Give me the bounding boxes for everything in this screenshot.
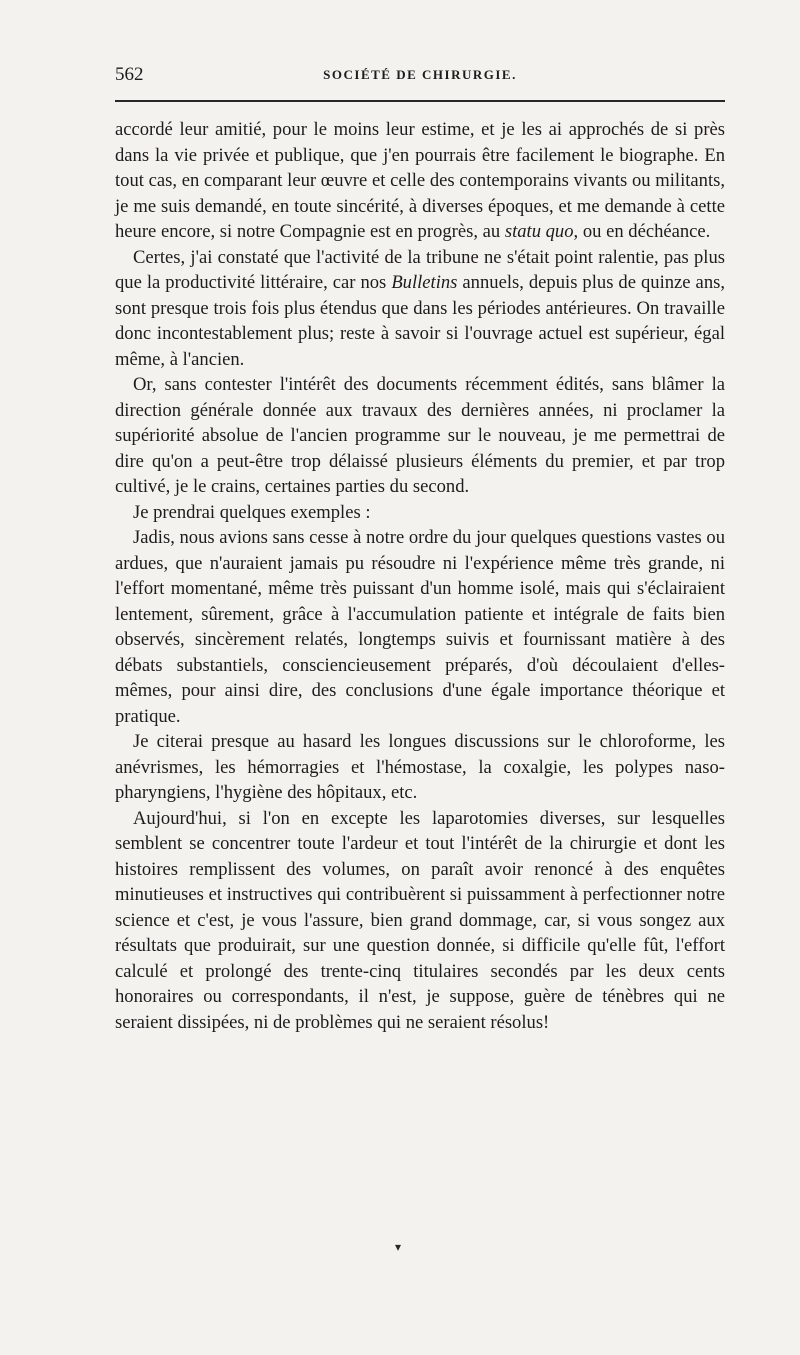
running-title: SOCIÉTÉ DE CHIRURGIE.: [323, 67, 517, 82]
paragraph: [115, 372, 725, 500]
paragraph: [115, 525, 725, 729]
paragraph: [115, 245, 725, 373]
paragraph: [115, 729, 725, 806]
page-number: 562: [115, 64, 144, 85]
paragraph: [115, 806, 725, 1036]
text-run: accordé leur amitié, pour le moins leur estime, et je les ai approchés de si près dans la vie privée et publique, que j'en pourrais être facilement le biographe. En tout cas, en comparant leur œuvre et celle des contemporains vivants ou militants, je me suis demandé, en toute sincérité, à diverses époques, et me demande à cette heure encore, si notre Compagnie est en progrès, au: [115, 119, 725, 242]
text-run: , ou en déchéance.: [573, 221, 711, 242]
text-run: Je prendrai quelques exemples :: [133, 501, 371, 523]
italic-run: statu quo: [504, 221, 574, 242]
text-run: Aujourd'hui, si l'on en excepte les laparotomies diverses, sur lesquelles semblent se concentrer toute l'ardeur et tout l'intérêt de la chirurgie et dont les histoires remplissent des volumes, on paraît avoir renoncé à des enquêtes minutieuses et instructives qui contribuèrent si puissamment à perfectionner notre science et c'est, je vous l'assure, bien grand dommage, car, si vous songez aux résultats que produirait, sur une question donnée, si difficile qu'elle fût, l'effort calculé et prolongé des trente-cinq titulaires secondés par les deux cents honoraires ou correspondants, il n'est, je suppose, guère de ténèbres qui ne seraient dissipées, ni de problèmes qui ne seraient résolus!: [115, 807, 725, 1033]
text-run: Or, sans contester l'intérêt des documents récemment édités, sans blâmer la direction générale donnée aux travaux des dernières années, ni proclamer la supériorité absolue de l'ancien programme sur le nouveau, je me permettrai de dire qu'on a peut-être trop délaissé plusieurs éléments du premier, et par trop cultivé, je le crains, certaines parties du second.: [115, 374, 725, 497]
text-run: annuels, depuis plus de quinze ans, sont presque trois fois plus étendus que dans les périodes antérieures. On travaille donc incontestablement plus; reste à savoir si l'ouvrage actuel est supérieur, égal même, à l'ancien.: [115, 272, 725, 370]
text-run: Je citerai presque au hasard les longues discussions sur le chloroforme, les anévrismes, les hémorragies et l'hémostase, la coxalgie, les polypes naso-pharyngiens, l'hygiène des hôpitaux, etc.: [115, 731, 725, 803]
text-run: Jadis, nous avions sans cesse à notre ordre du jour quelques questions vastes ou ardues, que n'auraient jamais pu résoudre ni l'expérience même très grande, ni l'effort momentané, même très puissant d'un homme isolé, mais qui s'éclairaient lentement, sûrement, grâce à l'accumulation patiente et intégrale de faits bien observés, sincèrement relatés, longtemps suivis et fournissant matière à des débats substantiels, consciencieusement préparés, d'où découlaient d'elles-mêmes, pour ainsi dire, des conclusions d'une égale importance théorique et pratique.: [115, 527, 725, 727]
text-run: Certes, j'ai constaté que l'activité de la tribune ne s'était point ralentie, pas plus que la productivité littéraire, car nos: [115, 246, 725, 293]
italic-run: Bulletins: [391, 272, 458, 293]
body-text: [115, 117, 725, 1035]
printer-mark: ▾: [395, 1240, 402, 1254]
paragraph: [115, 500, 725, 526]
paragraph: [115, 117, 725, 245]
page-header: [115, 64, 725, 90]
header-rule: [115, 100, 725, 102]
